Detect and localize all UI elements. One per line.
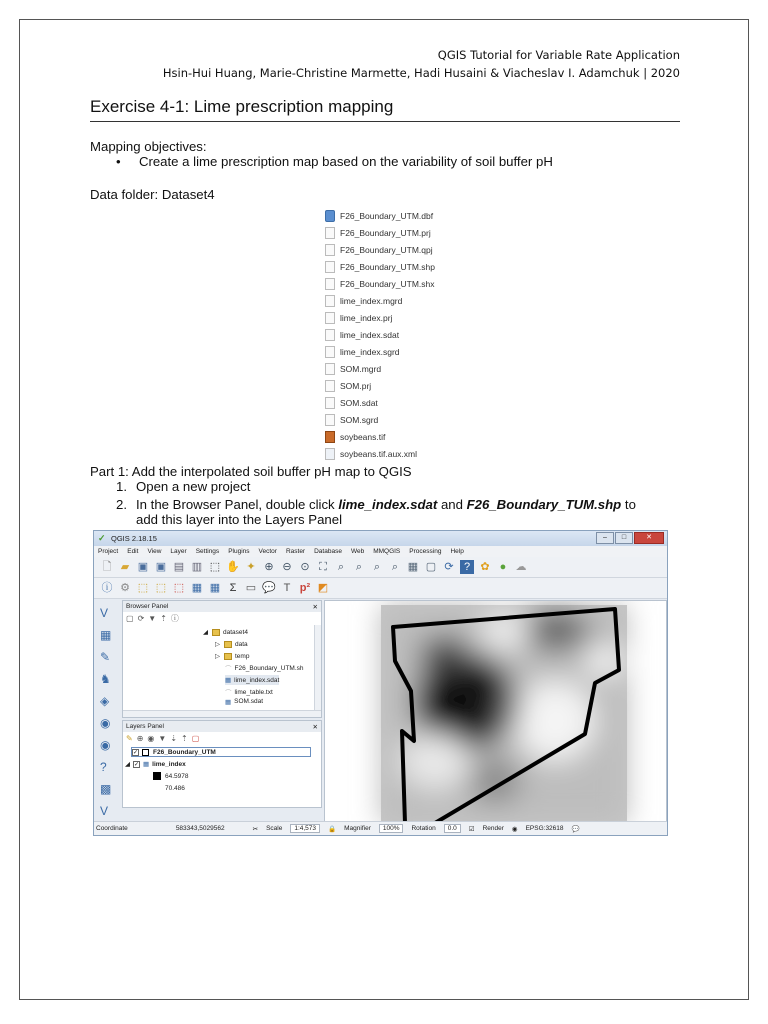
add-postgis-icon[interactable]: ♞ bbox=[100, 672, 111, 686]
filter-legend-icon[interactable]: ▼ bbox=[158, 734, 167, 743]
select-icon[interactable]: ⬚ bbox=[209, 561, 221, 573]
plugin-icon[interactable]: ● bbox=[499, 561, 507, 573]
objectives-heading: Mapping objectives: bbox=[90, 139, 207, 154]
file-item bbox=[325, 411, 485, 428]
magnifier-input[interactable]: 100% bbox=[379, 824, 404, 833]
dbf-file-icon bbox=[325, 210, 335, 222]
objective-text: Create a lime prescription map based on the variability of soil buffer pH bbox=[138, 154, 553, 169]
menu-item-settings[interactable]: Settings bbox=[195, 548, 220, 555]
layers-panel bbox=[122, 720, 322, 808]
browser-panel-title: Browser Panel bbox=[126, 603, 169, 610]
folder-icon bbox=[212, 629, 220, 636]
file-item bbox=[325, 207, 485, 224]
save-as-icon[interactable]: ▣ bbox=[155, 561, 167, 573]
file-item bbox=[325, 309, 485, 326]
zoom-selection-icon[interactable]: ⌕ bbox=[337, 561, 345, 573]
menu-bar bbox=[94, 546, 667, 557]
toolbar-attributes bbox=[94, 578, 667, 599]
attribute-table-icon[interactable]: ▦ bbox=[191, 582, 203, 594]
minimize-button[interactable]: – bbox=[596, 532, 614, 544]
render-label: Render bbox=[482, 825, 504, 832]
tree-item-lime-index[interactable]: ▦ lime_index.sdat bbox=[225, 676, 280, 684]
help-icon[interactable]: ? bbox=[460, 560, 474, 574]
file-name: lime_index.sgrd bbox=[340, 346, 400, 357]
file-icon bbox=[325, 261, 335, 273]
menu-item-view[interactable]: View bbox=[147, 548, 162, 555]
add-wfs-icon[interactable]: ◉ bbox=[100, 738, 111, 752]
qgis-body bbox=[94, 600, 667, 823]
add-delimited-icon[interactable]: ✎ bbox=[100, 650, 111, 664]
zoom-layer-icon[interactable]: ⌕ bbox=[355, 561, 363, 573]
title-rule bbox=[90, 121, 680, 122]
expand-icon[interactable]: ⇣ bbox=[170, 734, 178, 743]
file-icon bbox=[325, 227, 335, 239]
file-name: SOM.sdat bbox=[340, 397, 378, 408]
part1-heading: Part 1: Add the interpolated soil buffer pH map to QGIS bbox=[90, 464, 412, 479]
file-list bbox=[325, 207, 485, 462]
qgis-title: QGIS 2.18.15 bbox=[111, 534, 157, 543]
zoom-last-icon[interactable]: ⌕ bbox=[373, 561, 381, 573]
legend-max: 70.486 bbox=[153, 783, 185, 793]
tree-item-boundary[interactable]: ⌒ F26_Boundary_UTM.sh bbox=[225, 664, 304, 673]
filename-emphasis: F26_Boundary_TUM.shp bbox=[466, 497, 622, 512]
zoom-full-icon[interactable]: ⛶ bbox=[319, 561, 327, 573]
file-item bbox=[325, 377, 485, 394]
maximize-button[interactable]: □ bbox=[615, 532, 633, 544]
layers-panel-title: Layers Panel bbox=[126, 723, 164, 730]
render-checkbox[interactable]: ☑ bbox=[468, 825, 475, 833]
file-name: SOM.mgrd bbox=[340, 363, 382, 374]
qgis-titlebar bbox=[94, 531, 667, 546]
file-icon bbox=[325, 278, 335, 290]
file-icon bbox=[325, 295, 335, 307]
crs-globe-icon[interactable]: ◉ bbox=[511, 825, 518, 833]
menu-item-layer[interactable]: Layer bbox=[170, 548, 187, 555]
add-spatialite-icon[interactable]: ◈ bbox=[100, 694, 110, 708]
menu-item-web[interactable]: Web bbox=[350, 548, 365, 555]
file-name: F26_Boundary_UTM.dbf bbox=[340, 210, 434, 221]
file-item bbox=[325, 343, 485, 360]
step2-mid: and bbox=[437, 497, 467, 512]
add-group-icon[interactable]: ⊕ bbox=[136, 734, 144, 743]
scale-label: Scale bbox=[266, 825, 283, 832]
rotation-label: Rotation bbox=[411, 825, 436, 832]
pan-to-selection-icon[interactable]: ✦ bbox=[246, 561, 256, 573]
layer-toolbar bbox=[94, 600, 121, 823]
file-item bbox=[325, 326, 485, 343]
field-calculator-icon[interactable]: ▦ bbox=[209, 582, 221, 594]
file-icon bbox=[325, 397, 335, 409]
step1-text: Open a new project bbox=[136, 479, 251, 494]
layers-panel-header bbox=[123, 721, 321, 732]
folder-icon bbox=[224, 641, 232, 648]
menu-item-database[interactable]: Database bbox=[314, 548, 342, 555]
legend-white-swatch bbox=[153, 784, 161, 792]
tree-item-data[interactable]: ▷ data bbox=[215, 640, 248, 648]
menu-item-help[interactable]: Help bbox=[450, 548, 464, 555]
menu-item-mmqgis[interactable]: MMQGIS bbox=[373, 548, 401, 555]
xml-file-icon bbox=[325, 448, 335, 460]
add-vector-icon[interactable]: V bbox=[100, 606, 109, 620]
step2-pre: In the Browser Panel, double click bbox=[136, 497, 339, 512]
file-icon bbox=[325, 346, 335, 358]
tree-item-temp[interactable]: ▷ temp bbox=[215, 652, 250, 660]
map-canvas[interactable] bbox=[324, 600, 667, 823]
add-wms-icon[interactable]: ◉ bbox=[100, 716, 111, 730]
save-project-icon[interactable]: ▣ bbox=[137, 561, 149, 573]
legend-black-swatch bbox=[153, 772, 161, 780]
refresh-icon[interactable]: ⟳ bbox=[444, 561, 454, 573]
data-folder: Data folder: Dataset4 bbox=[90, 187, 215, 202]
identify-icon[interactable]: ⓘ bbox=[101, 582, 113, 594]
new-layer-icon[interactable]: V bbox=[100, 804, 109, 818]
legend-min: 64.5978 bbox=[153, 771, 189, 781]
toolbar-file bbox=[94, 557, 667, 578]
file-item bbox=[325, 445, 485, 462]
add-raster-icon[interactable]: ▦ bbox=[100, 628, 112, 642]
filter-icon[interactable]: ▼ bbox=[148, 614, 157, 623]
tree-item-dataset4[interactable]: ◢ dataset4 bbox=[203, 628, 248, 636]
panel-close-icon[interactable]: ✕ bbox=[312, 723, 318, 731]
add-virtual-layer-icon[interactable]: ▩ bbox=[100, 782, 112, 796]
file-name: soybeans.tif.aux.xml bbox=[340, 448, 418, 459]
step2-text bbox=[136, 497, 636, 512]
file-name: SOM.sgrd bbox=[340, 414, 379, 425]
measure-icon[interactable]: ▭ bbox=[245, 582, 257, 594]
tif-file-icon bbox=[325, 431, 335, 443]
manage-visibility-icon[interactable]: ◉ bbox=[147, 734, 155, 743]
file-name: lime_index.sdat bbox=[340, 329, 400, 340]
rotation-input[interactable]: 0.0 bbox=[444, 824, 461, 833]
menu-item-processing[interactable]: Processing bbox=[409, 548, 442, 555]
draw-icon[interactable]: ◩ bbox=[317, 582, 329, 594]
add-wcs-icon[interactable]: ? bbox=[100, 760, 107, 774]
file-name: F26_Boundary_UTM.shx bbox=[340, 278, 435, 289]
annotation-icon[interactable]: 💬 bbox=[262, 582, 276, 594]
coordinate-label: Coordinate bbox=[96, 825, 128, 832]
file-icon bbox=[325, 380, 335, 392]
step-number: 2. bbox=[116, 497, 127, 512]
messages-icon[interactable]: 💬 bbox=[571, 825, 580, 833]
crs-value[interactable]: EPSG:32618 bbox=[525, 825, 564, 832]
map-svg bbox=[325, 601, 667, 823]
file-icon bbox=[325, 312, 335, 324]
new-project-icon[interactable]: 🗋 bbox=[102, 561, 112, 573]
magnifier-label: Magnifier bbox=[344, 825, 371, 832]
filename-emphasis: lime_index.sdat bbox=[338, 497, 438, 512]
header-title: QGIS Tutorial for Variable Rate Application bbox=[437, 48, 680, 62]
properties-icon[interactable]: ⓘ bbox=[170, 614, 179, 623]
coordinate-toggle-icon[interactable]: ✂ bbox=[252, 825, 259, 833]
panel-close-icon[interactable]: ✕ bbox=[312, 603, 318, 611]
file-item bbox=[325, 224, 485, 241]
file-name: F26_Boundary_UTM.qpj bbox=[340, 244, 433, 255]
new-map-view-icon[interactable]: ▦ bbox=[407, 561, 419, 573]
add-selected-icon[interactable]: ▢ bbox=[126, 614, 134, 623]
collapse-icon[interactable]: ⇡ bbox=[160, 614, 167, 623]
menu-item-project[interactable]: Project bbox=[98, 548, 119, 555]
file-item bbox=[325, 428, 485, 445]
cloud-icon[interactable]: ☁ bbox=[515, 561, 527, 573]
file-name: lime_index.prj bbox=[340, 312, 393, 323]
settings-icon[interactable]: ⚙ bbox=[120, 582, 130, 594]
close-button[interactable]: ✕ bbox=[634, 532, 664, 544]
file-name: soybeans.tif bbox=[340, 431, 386, 442]
browser-panel-header bbox=[123, 601, 321, 612]
remove-layer-icon[interactable]: ▢ bbox=[191, 734, 200, 743]
tree-item-som[interactable]: ▦ SOM.sdat bbox=[225, 698, 264, 705]
file-icon bbox=[325, 363, 335, 375]
coordinate-value: 583343,5029562 bbox=[175, 825, 225, 832]
file-name: F26_Boundary_UTM.prj bbox=[340, 227, 431, 238]
objective-item: • Create a lime prescription map based on the variability of soil buffer pH bbox=[116, 154, 553, 169]
select-value-icon[interactable]: ⬚ bbox=[155, 582, 167, 594]
file-name: lime_index.mgrd bbox=[340, 295, 403, 306]
qgis-logo-icon: ✓ bbox=[98, 533, 106, 543]
file-icon bbox=[325, 244, 335, 256]
horizontal-scrollbar[interactable] bbox=[123, 710, 321, 717]
open-project-icon[interactable]: ▰ bbox=[120, 561, 130, 573]
browser-toolbar bbox=[123, 612, 321, 625]
header-authors: Hsin-Hui Huang, Marie-Christine Marmette, Hadi Husaini & Viacheslav I. Adamchuk | 2020 bbox=[162, 66, 680, 80]
menu-item-edit[interactable]: Edit bbox=[127, 548, 139, 555]
refresh-icon[interactable]: ⟳ bbox=[137, 614, 145, 623]
file-item bbox=[325, 292, 485, 309]
zoom-native-icon[interactable]: ⊙ bbox=[300, 561, 310, 573]
step-number: 1. bbox=[116, 479, 127, 494]
folder-icon bbox=[224, 653, 232, 660]
file-item bbox=[325, 360, 485, 377]
select-features-icon[interactable]: ⬚ bbox=[137, 582, 149, 594]
lock-icon[interactable]: 🔒 bbox=[328, 825, 337, 833]
layer-item-lime-index[interactable]: ◢ ✓ ▦ lime_index bbox=[125, 760, 186, 768]
zoom-out-icon[interactable]: ⊖ bbox=[282, 561, 292, 573]
vertical-scrollbar[interactable] bbox=[314, 625, 321, 710]
bookmark-icon[interactable]: ▢ bbox=[425, 561, 437, 573]
layers-toolbar bbox=[123, 732, 321, 745]
composer-manager-icon[interactable]: ▥ bbox=[191, 561, 203, 573]
scale-input[interactable]: 1:4,573 bbox=[290, 824, 320, 833]
step2-post: to bbox=[621, 497, 636, 512]
file-item bbox=[325, 258, 485, 275]
print-composer-icon[interactable]: ▤ bbox=[173, 561, 185, 573]
tree-item-lime-table[interactable]: ⌒ lime_table.txt bbox=[225, 688, 273, 697]
status-bar bbox=[94, 821, 667, 835]
layer-item-boundary[interactable]: ✓ F26_Boundary_UTM bbox=[131, 747, 311, 757]
step2-line2: add this layer into the Layers Panel bbox=[136, 512, 342, 527]
pan-icon[interactable]: ✋ bbox=[226, 561, 240, 573]
profile-icon[interactable]: p² bbox=[299, 582, 311, 594]
menu-item-vector[interactable]: Vector bbox=[258, 548, 277, 555]
deselect-icon[interactable]: ⬚ bbox=[173, 582, 185, 594]
browser-tree bbox=[123, 625, 321, 717]
window-controls bbox=[595, 532, 664, 544]
file-icon bbox=[325, 414, 335, 426]
menu-item-raster[interactable]: Raster bbox=[285, 548, 306, 555]
statistics-icon[interactable]: Σ bbox=[229, 582, 237, 594]
file-name: SOM.prj bbox=[340, 380, 372, 391]
collapse-icon[interactable]: ⇡ bbox=[181, 734, 188, 743]
file-item bbox=[325, 275, 485, 292]
style-icon[interactable]: ✎ bbox=[126, 734, 133, 743]
file-item bbox=[325, 241, 485, 258]
file-icon bbox=[325, 329, 335, 341]
browser-panel bbox=[122, 600, 322, 718]
python-icon[interactable]: ✿ bbox=[480, 561, 490, 573]
exercise-title: Exercise 4-1: Lime prescription mapping bbox=[90, 97, 394, 116]
layers-tree bbox=[123, 745, 321, 805]
file-item bbox=[325, 394, 485, 411]
menu-item-plugins[interactable]: Plugins bbox=[228, 548, 250, 555]
zoom-next-icon[interactable]: ⌕ bbox=[391, 561, 399, 573]
text-annotation-icon[interactable]: T bbox=[283, 582, 291, 594]
zoom-in-icon[interactable]: ⊕ bbox=[264, 561, 274, 573]
qgis-window bbox=[93, 530, 668, 836]
file-name: F26_Boundary_UTM.shp bbox=[340, 261, 435, 272]
